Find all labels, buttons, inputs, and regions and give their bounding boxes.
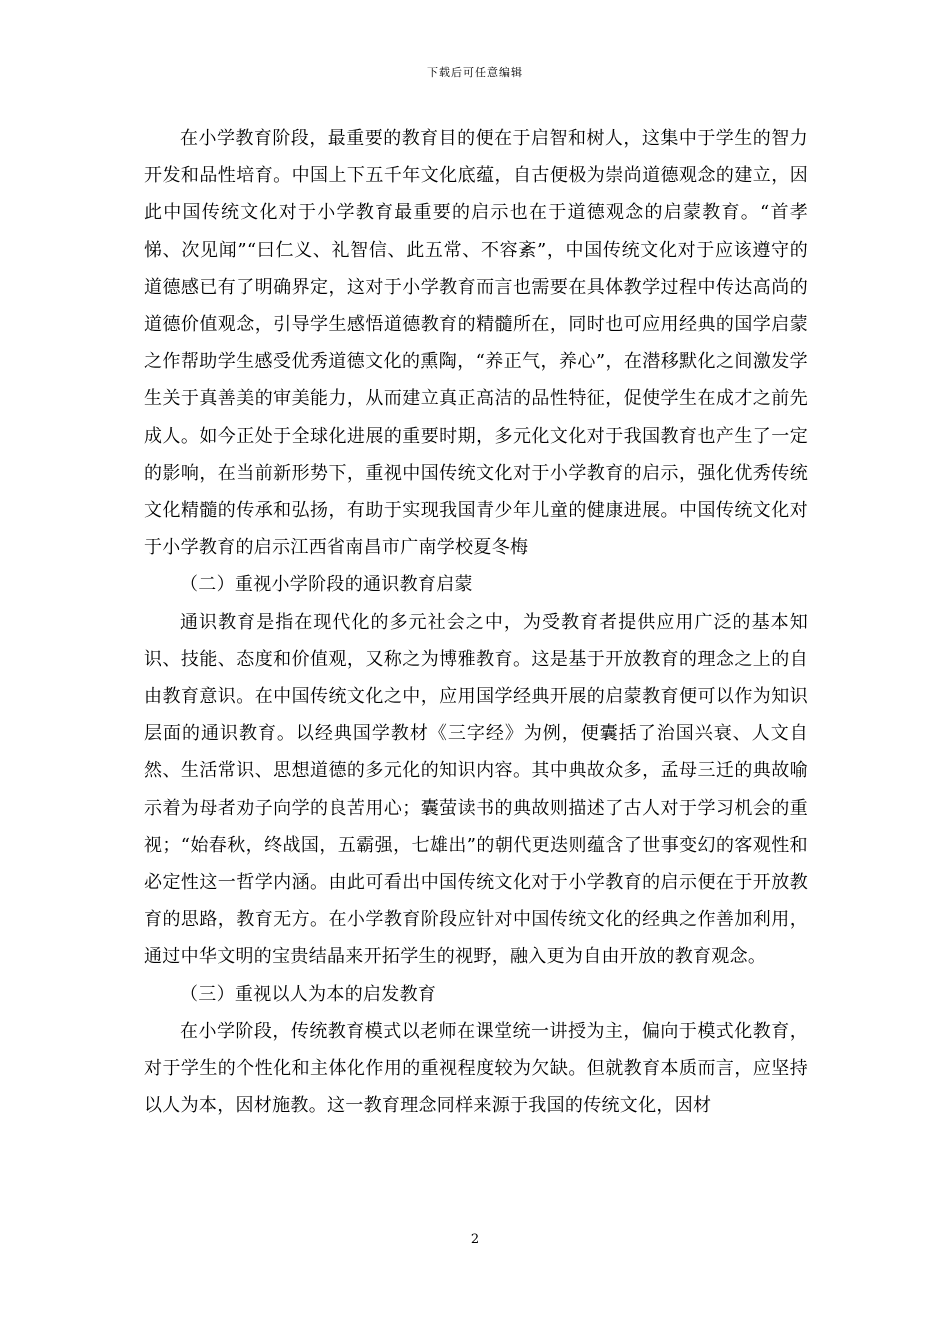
section-heading-people-oriented: （三）重视以人为本的启发教育	[180, 983, 437, 1005]
page-number: 2	[470, 1232, 480, 1247]
paragraph-moral-education: 在小学教育阶段，最重要的教育目的便在于启智和树人，这集中于学生的智力开发和品性培育。中国上下五千年文化底蕴，自古便极为崇尚道德观念的建立，因此中国传统文化对于小学教育最重要的启示也在于道德观念的启蒙教育。“首孝悌、次见闻”“曰仁义、礼智信、此五常、不容紊”，中国传统文化对于应该遵守的道德感已有了明确界定，这对于小学教育而言也需要在具体教学过程中传达高尚的道德价值观念，引导学生感悟道德教育的精髓所在，同时也可应用经典的国学启蒙之作帮助学生感受优秀道德文化的熏陶，“养正气，养心”，在潜移默化之间激发学生关于真善美的审美能力，从而建立真正高洁的品性特征，促使学生在成才之前先成人。如今正处于全球化进展的重要时期，多元化文化对于我国教育也产生了一定的影响，在当前新形势下，重视中国传统文化对于小学教育的启示，强化优秀传统文化精髓的传承和弘扬，有助于实现我国青少年儿童的健康进展。中国传统文化对于小学教育的启示江西省南昌市广南学校夏冬梅	[144, 128, 808, 559]
document-body	[144, 120, 808, 1124]
section-heading-general-education: （二）重视小学阶段的通识教育启蒙	[180, 574, 473, 596]
paragraph-general-education: 通识教育是指在现代化的多元社会之中，为受教育者提供应用广泛的基本知识、技能、态度和价值观，又称之为博雅教育。这是基于开放教育的理念之上的自由教育意识。在中国传统文化之中，应用国学经典开展的启蒙教育便可以作为知识层面的通识教育。以经典国学教材《三字经》为例，便囊括了治国兴衰、人文自然、生活常识、思想道德的多元化的知识内容。其中典故众多，孟母三迁的典故喻示着为母者劝子向学的良苦用心；囊萤读书的典故则描述了古人对于学习机会的重视；“始春秋，终战国，五霸强，七雄出”的朝代更迭则蕴含了世事变幻的客观性和必定性这一哲学内涵。由此可看出中国传统文化对于小学教育的启示便在于开放教育的思路，教育无方。在小学教育阶段应针对中国传统文化的经典之作善加利用，通过中华文明的宝贵结晶来开拓学生的视野，融入更为自由开放的教育观念。	[144, 611, 808, 968]
page-header: 下载后可任意编辑	[427, 66, 523, 79]
paragraph-people-oriented: 在小学阶段，传统教育模式以老师在课堂统一讲授为主，偏向于模式化教育，对于学生的个性化和主体化作用的重视程度较为欠缺。但就教育本质而言，应坚持以人为本，因材施教。这一教育理念同样来源于我国的传统文化，因材	[144, 1020, 808, 1117]
